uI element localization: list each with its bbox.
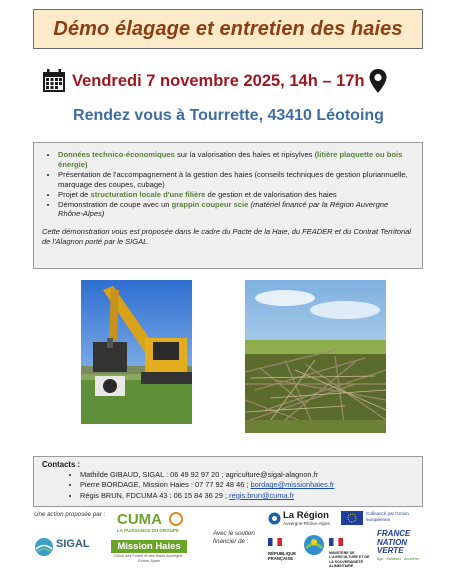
list-item (58, 150, 414, 170)
page-title: Démo élagage et entretien des haies (53, 17, 403, 40)
eu-text: Cofinancé par l'Union européenne (366, 511, 409, 522)
item-text: Projet de (58, 189, 91, 199)
contact-text: Régis BRUN, FDCUMA 43 : 06 15 84 36 29 ; (80, 490, 230, 500)
email-link[interactable]: bordage@missionhaies.fr (250, 480, 335, 490)
cuma-text: CUMA (117, 511, 162, 528)
cuma-logo (117, 511, 187, 535)
feader-emblem-icon (303, 534, 325, 556)
item-text: Démonstration de coupe avec un (58, 199, 172, 209)
email-link[interactable]: regis.brun@cuma.fr (229, 490, 295, 500)
event-date: Vendredi 7 novembre 2025, 14h – 17h (72, 71, 365, 90)
program-note: Cette démonstration vous est proposée dans le cadre du Pacte de la Haie, du FEADER et du Contrat Territorial de l'Alagnon porté par le SIGAL. (42, 227, 412, 247)
cuma-leaf-icon (169, 512, 183, 526)
list-item (58, 200, 414, 220)
item-text: Présentation de l'accompagnement à la gestion des haies (conseils techniques de gestion pluriannuelle, marquage des coupes, cubage) (58, 169, 408, 189)
contacts-heading: Contacts : (42, 460, 81, 469)
excavator-photo (81, 280, 192, 424)
ministere-logo (329, 533, 373, 568)
marianne-flag-icon (268, 538, 282, 546)
region-logo (268, 510, 338, 530)
list-item (80, 480, 414, 490)
item-text: sur la valorisation des haies et ripisylves (174, 150, 315, 159)
highlight-text: structuration locale d'une filière (90, 189, 206, 199)
event-location: Rendez vous à Tourrette, 43410 Léotoing (73, 107, 384, 124)
list-item (58, 170, 414, 190)
cuma-tagline: LA PUISSANCE DU GROUPE (117, 528, 179, 533)
ministere-flag-icon (329, 538, 343, 546)
item-text: (matériel financé par la Région Auvergne Rhône-Alpes) (58, 199, 389, 219)
list-item (80, 470, 414, 480)
mission-haies-sub: Union des Forêts et des Haies Auvergne-Rhône-Alpes (114, 554, 184, 563)
location-pin-icon (369, 69, 387, 93)
republique-text: RÉPUBLIQUE FRANÇAISE (268, 551, 297, 561)
eu-flag-icon (341, 511, 363, 525)
contact-text: Mathilde GIBAUD, SIGAL : 06 49 92 97 20 ; agriculture@sigal-alagnon.fr (80, 470, 319, 479)
republique-logo (268, 533, 304, 563)
contacts-list (42, 470, 414, 501)
contact-text: Pierre BORDAGE, Mission Haies : 07 77 92 48 46 ; (80, 480, 251, 490)
title-banner (33, 9, 423, 49)
region-sub: Auvergne-Rhône-Alpes (283, 521, 330, 526)
eu-logo (341, 510, 426, 526)
calendar-icon (42, 69, 66, 93)
support-label: Avec le soutien financier de : (213, 530, 255, 545)
list-item (80, 491, 414, 501)
highlight-text: grappin coupeur scie (171, 199, 249, 209)
program-list (42, 150, 414, 219)
contacts-panel (33, 456, 423, 507)
program-panel (33, 142, 423, 269)
mission-haies-logo (111, 540, 187, 567)
date-row (42, 68, 422, 94)
sigal-text: SIGAL (56, 538, 90, 550)
ministere-text: MINISTÈRE DE L'AGRICULTURE ET DE LA SOUVERAINETÉ ALIMENTAIRE (329, 551, 370, 568)
france-nation-verte-logo (377, 530, 423, 566)
region-emblem-icon (268, 512, 281, 525)
fnv-sub: Agir · Mobiliser · Accélérer (377, 556, 420, 561)
hedge-branches-photo (245, 280, 386, 433)
highlight-text: (litière plaquette ou bois énergie) (58, 150, 403, 169)
mission-haies-text: Mission Haies (111, 540, 187, 553)
item-text: de gestion et de valorisation des haies (205, 189, 337, 199)
highlight-text: Données technico-économiques (58, 150, 175, 159)
list-item (58, 190, 414, 200)
fnv-text: FRANCE NATION VERTE (377, 529, 411, 555)
sigal-logo (34, 532, 94, 562)
proposed-by-label: Une action proposée par : (34, 511, 106, 518)
region-text: La Région (283, 510, 329, 521)
